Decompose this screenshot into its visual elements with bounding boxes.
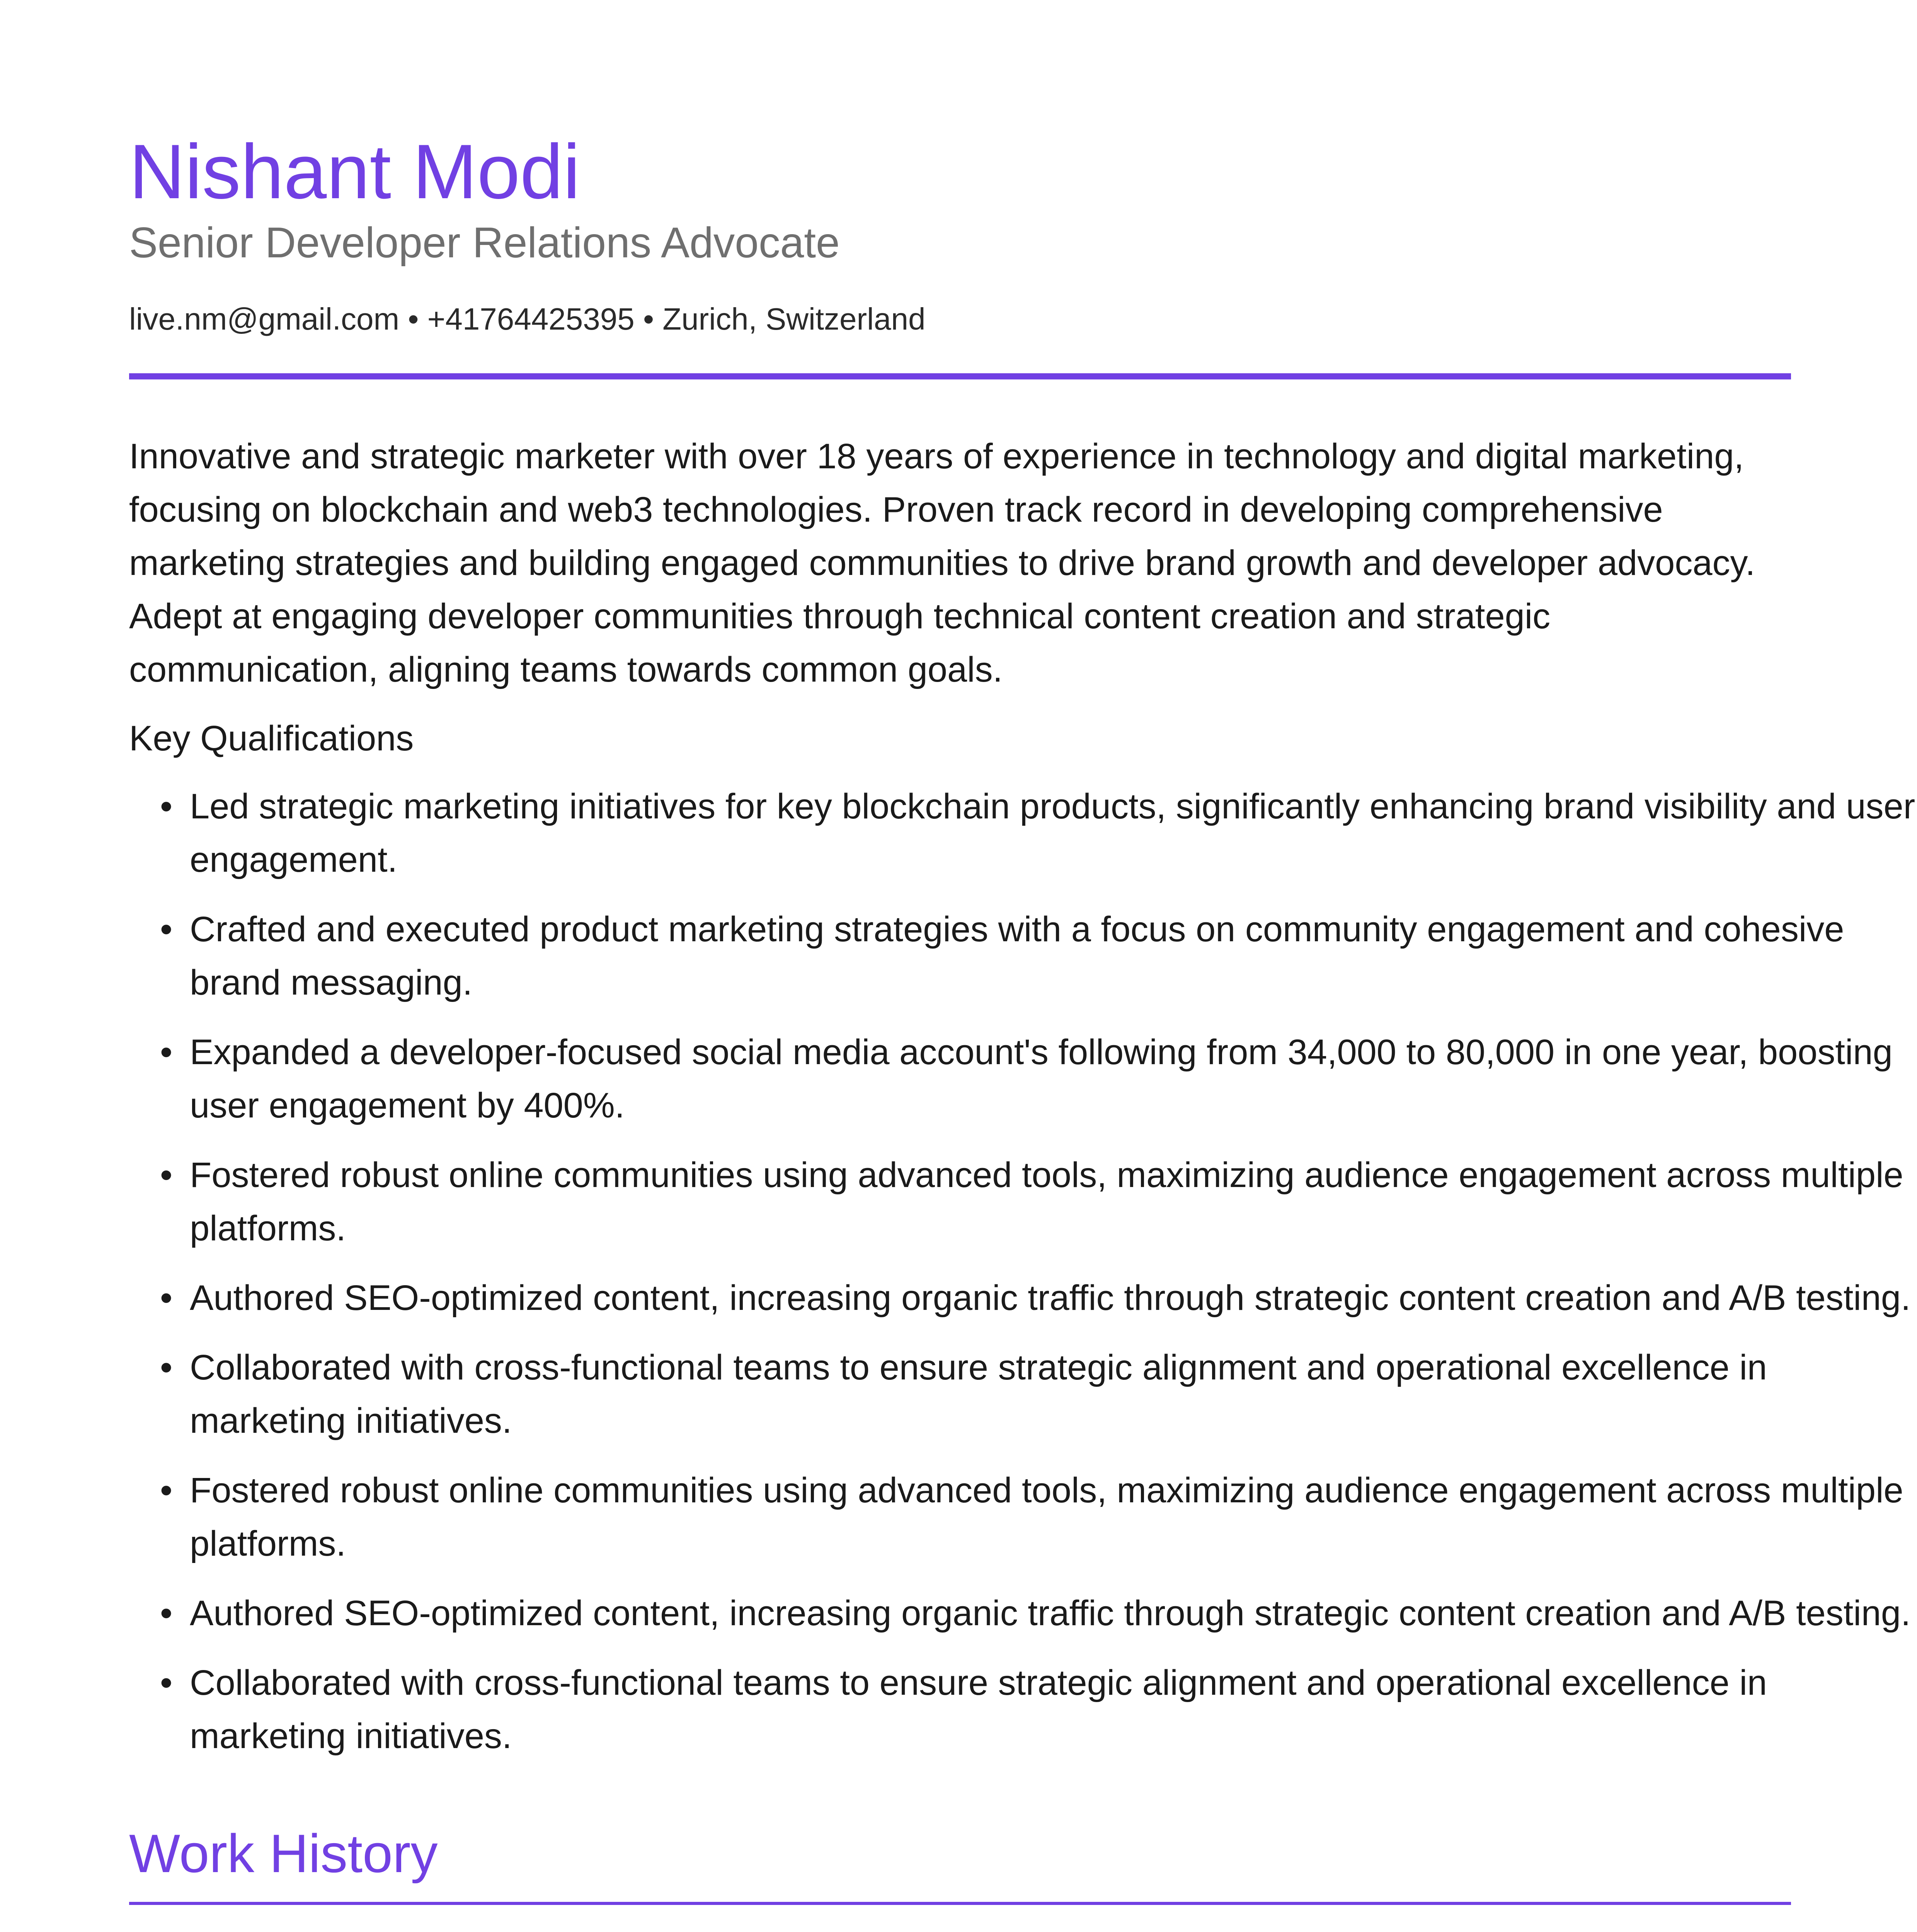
summary-paragraph: Innovative and strategic marketer with over 18 years of experience in technology and digital marketing, focusing on blockchain and web3 technologies. Proven track record in developing comprehensive marketing strategies and building engaged communities to drive brand growth and developer advocacy. Adept at engaging developer communities through technical content creation and strategic communication, aligning teams towards common goals. [129,437,1755,689]
candidate-role: Senior Developer Relations Advocate [129,219,840,267]
header-divider [129,373,1791,379]
bullet-icon: • [160,1594,173,1633]
bullet-icon: • [160,910,173,949]
list-item: • Collaborated with cross-functional teams to ensure strategic alignment and operational excellence in marketing initiatives. [129,1341,1917,1447]
bullet-icon: • [160,1471,173,1510]
list-item: • Authored SEO-optimized content, increasing organic traffic through strategic content creation and A/B testing. [129,1271,1917,1325]
list-item: • Led strategic marketing initiatives for key blockchain products, significantly enhancing brand visibility and user engagement. [129,780,1917,886]
list-item: • Crafted and executed product marketing strategies with a focus on community engagement and cohesive brand messaging. [129,903,1917,1009]
section-title-work-history: Work History [129,1823,438,1884]
contact-line: live.nm@gmail.com • +41764425395 • Zurich, Switzerland [129,302,926,336]
section-divider [129,1902,1791,1905]
bullet-icon: • [160,1155,173,1195]
qualifications-list [129,780,1915,1763]
bullet-icon: • [160,1348,173,1387]
qualifications-heading: Key Qualifications [129,719,414,758]
list-item: • Expanded a developer-focused social media account's following from 34,000 to 80,000 in one year, boosting user engagement by 400%. [129,1026,1917,1132]
bullet-icon: • [160,787,173,826]
list-item: • Collaborated with cross-functional teams to ensure strategic alignment and operational excellence in marketing initiatives. [129,1656,1917,1763]
list-item: • Fostered robust online communities using advanced tools, maximizing audience engagement across multiple platforms. [129,1148,1917,1255]
list-item: • Fostered robust online communities using advanced tools, maximizing audience engagement across multiple platforms. [129,1464,1917,1570]
candidate-name: Nishant Modi [129,129,581,215]
list-item: • Authored SEO-optimized content, increasing organic traffic through strategic content creation and A/B testing. [129,1587,1917,1640]
bullet-icon: • [160,1278,173,1318]
resume-page [129,128,1915,1932]
bullet-icon: • [160,1663,173,1702]
bullet-icon: • [160,1032,173,1072]
